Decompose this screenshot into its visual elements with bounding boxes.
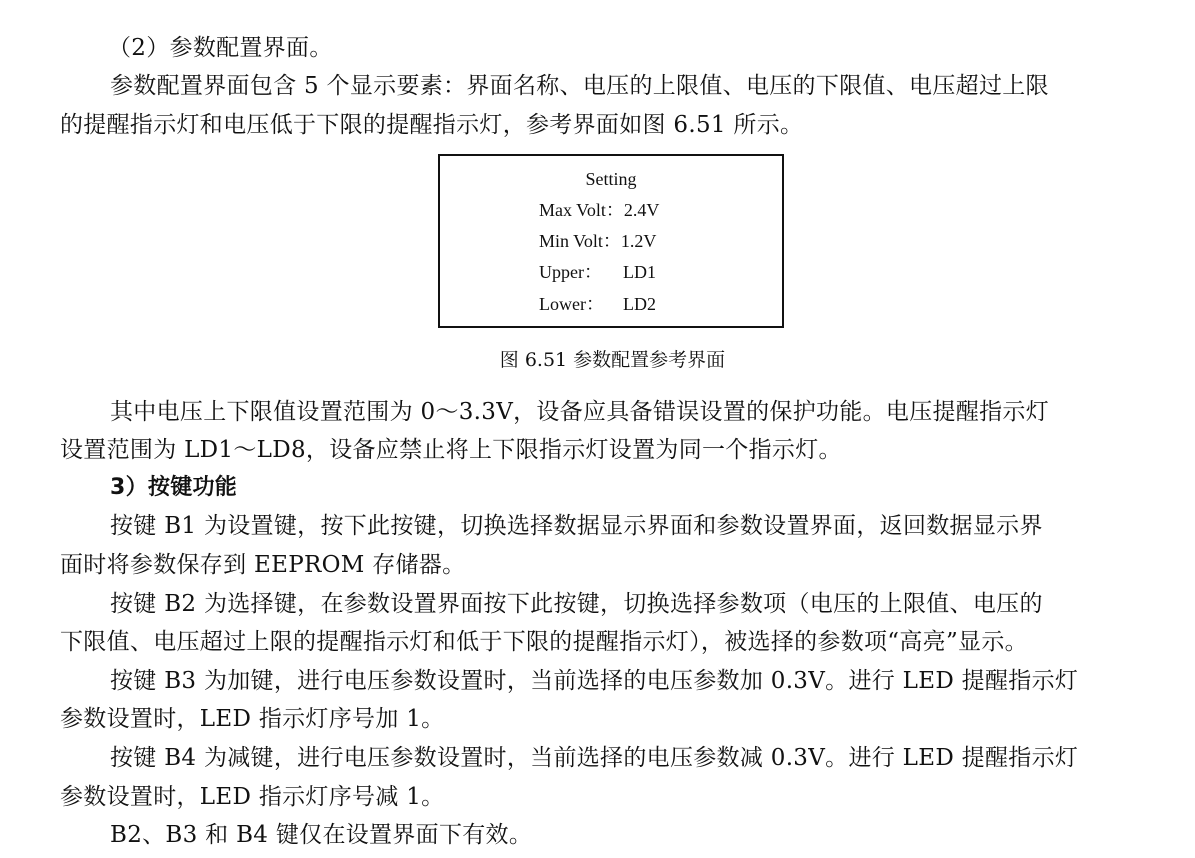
paragraph-2-line-2: 设置范围为 LD1～LD8，设备应禁止将上下限指示灯设置为同一个指示灯。 [60,437,842,463]
b1-line-2: 面时将参数保存到 EEPROM 存储器。 [60,552,466,578]
figure-caption: 图 6.51 参数配置参考界面 [499,349,726,371]
b4-line-2: 参数设置时，LED 指示灯序号减 1。 [60,784,445,810]
b1-line-1: 按键 B1 为设置键，按下此按键，切换选择数据显示界面和参数设置界面，返回数据显示界 [110,513,1043,539]
b4-line-1: 按键 B4 为减键，进行电压参数设置时，当前选择的电压参数减 0.3V。进行 LED 提醒指示灯 [110,745,1079,771]
settings-figure-box [438,154,784,328]
figure-value: 1.2V [620,231,657,251]
figure-key: Upper： [539,262,602,282]
figure-key: Lower： [539,294,604,314]
figure-value: 2.4V [623,200,660,220]
figure-title: Setting [585,169,637,189]
paragraph-2-line-1: 其中电压上下限值设置范围为 0～3.3V，设备应具备错误设置的保护功能。电压提醒指示灯 [110,399,1050,425]
figure-row-max-volt [539,199,659,221]
figure-row-min-volt [539,230,656,252]
final-note: B2、B3 和 B4 键仅在设置界面下有效。 [110,822,533,848]
b2-line-2: 下限值、电压超过上限的提醒指示灯和低于下限的提醒指示灯），被选择的参数项“高亮”显示。 [60,629,1028,655]
figure-row-lower [539,293,656,315]
paragraph-1-line-2: 的提醒指示灯和电压低于下限的提醒指示灯，参考界面如图 6.51 所示。 [60,112,804,138]
b2-line-1: 按键 B2 为选择键，在参数设置界面按下此按键，切换选择参数项（电压的上限值、电压的 [110,591,1043,617]
section-3-heading: 3）按键功能 [110,475,238,500]
b3-line-1: 按键 B3 为加键，进行电压参数设置时，当前选择的电压参数加 0.3V。进行 LED 提醒指示灯 [110,668,1079,694]
section-2-heading: （2）参数配置界面。 [108,35,333,61]
b3-line-2: 参数设置时，LED 指示灯序号加 1。 [60,706,445,732]
figure-key: Min Volt： [539,231,621,251]
figure-value: LD1 [623,262,656,282]
figure-key: Max Volt： [539,200,624,220]
figure-value: LD2 [623,294,656,314]
figure-row-upper [539,261,656,283]
paragraph-1-line-1: 参数配置界面包含 5 个显示要素：界面名称、电压的上限值、电压的下限值、电压超过上限 [110,73,1049,99]
